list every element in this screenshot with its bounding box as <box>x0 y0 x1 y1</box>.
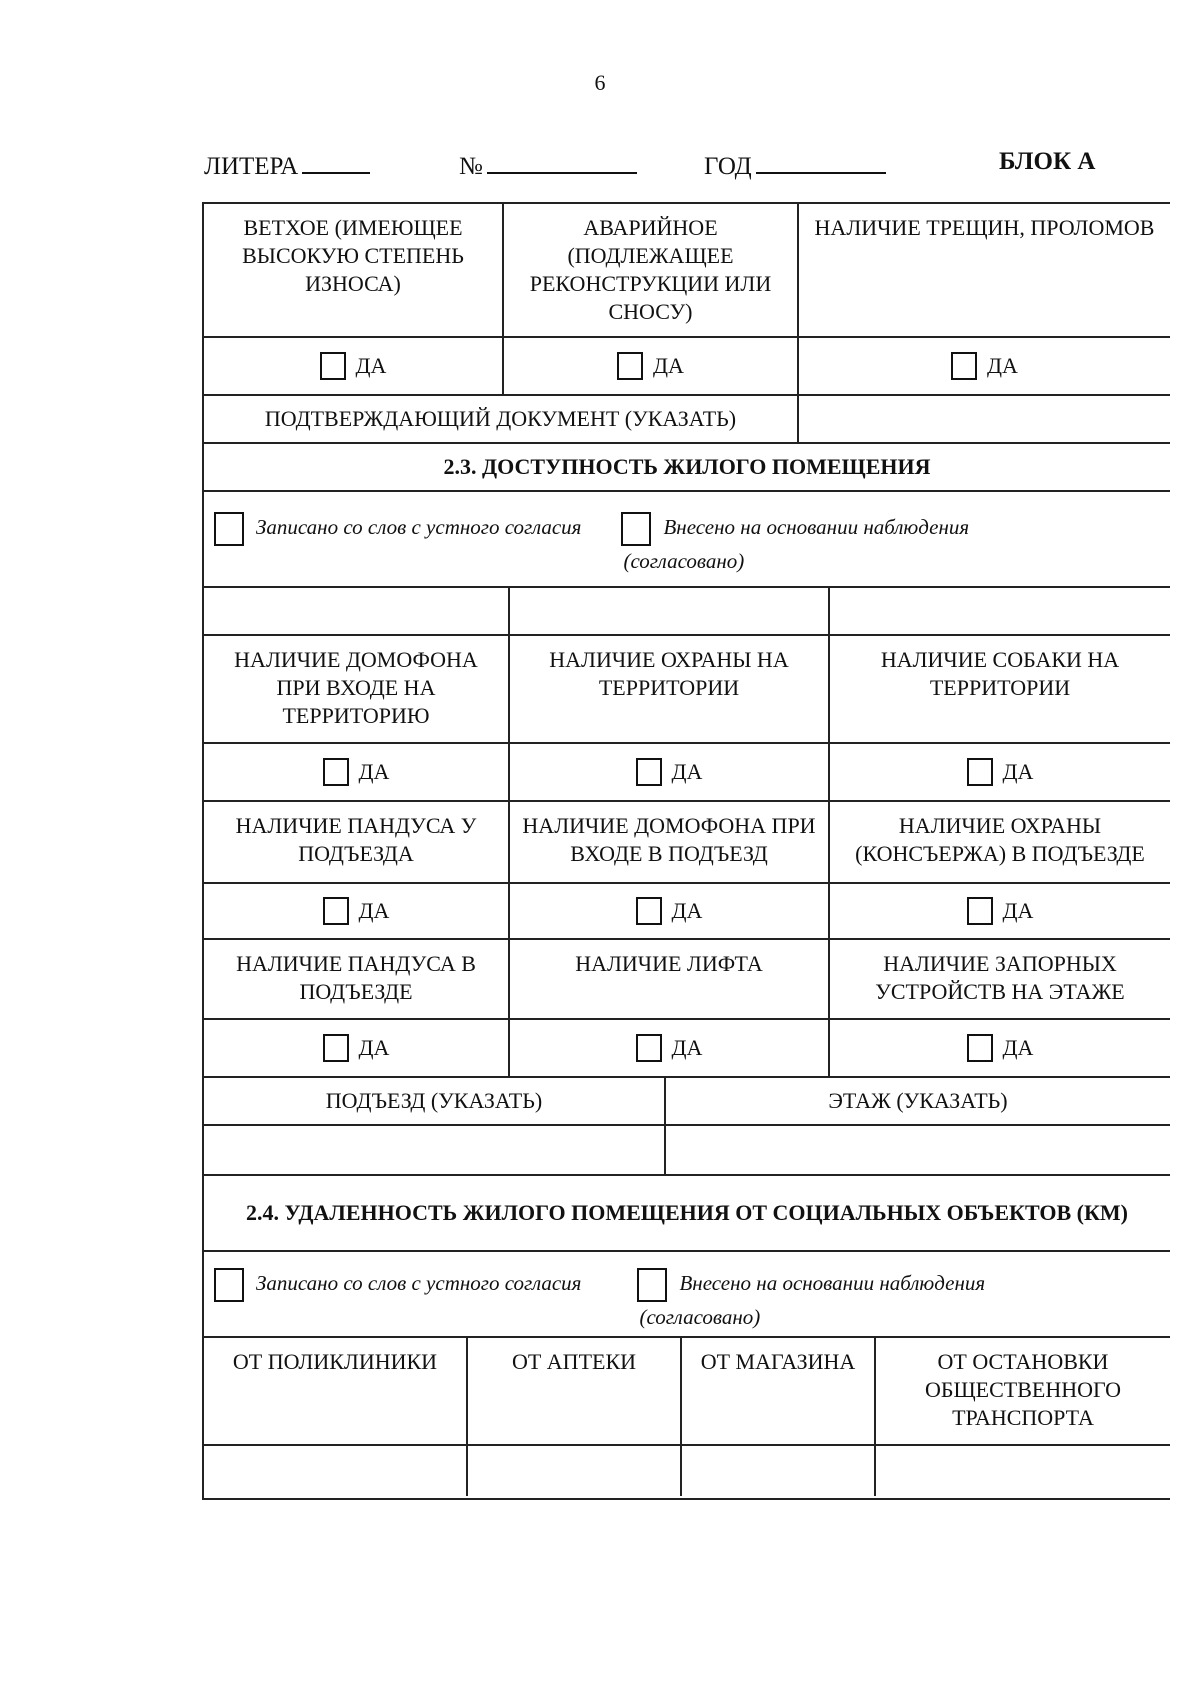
number-blank[interactable] <box>487 148 637 174</box>
yes-label: ДА <box>671 1035 703 1060</box>
section-2-4-options-row <box>204 1252 1170 1338</box>
section-2-3-options-row <box>204 492 1170 588</box>
litera-label: ЛИТЕРА <box>204 153 299 180</box>
ramp-inside-checkbox[interactable] <box>323 1034 349 1062</box>
elevator-checkbox[interactable] <box>636 1034 662 1062</box>
blank-cell[interactable] <box>204 588 510 634</box>
yes-label: ДА <box>1002 759 1034 784</box>
intercom-territory-checkbox[interactable] <box>323 758 349 786</box>
shop-header: ОТ МАГАЗИНА <box>682 1338 876 1444</box>
condition-header-row <box>204 204 1170 338</box>
transport-stop-input[interactable] <box>876 1446 1170 1496</box>
blank-cell[interactable] <box>510 588 830 634</box>
litera-blank[interactable] <box>302 148 370 174</box>
section-2-4-title-row <box>204 1176 1170 1252</box>
observation-label-2: Внесено на основании наблюдения <box>679 1271 986 1295</box>
shop-input[interactable] <box>682 1446 876 1496</box>
year-blank[interactable] <box>756 148 886 174</box>
dilapidated-checkbox[interactable] <box>320 352 346 380</box>
section-2-3-title: 2.3. ДОСТУПНОСТЬ ЖИЛОГО ПОМЕЩЕНИЯ <box>443 454 931 479</box>
observation-label: Внесено на основании наблюдения <box>663 515 970 539</box>
locking-devices-checkbox[interactable] <box>967 1034 993 1062</box>
security-territory-checkbox[interactable] <box>636 758 662 786</box>
polyclinic-header: ОТ ПОЛИКЛИНИКИ <box>204 1338 468 1444</box>
floor-yes-row <box>204 1020 1170 1078</box>
yes-label: ДА <box>671 759 703 784</box>
ramp-inside-header: НАЛИЧИЕ ПАНДУСА В ПОДЪЕЗДЕ <box>204 940 510 1018</box>
emergency-checkbox[interactable] <box>617 352 643 380</box>
territory-yes-row <box>204 744 1170 802</box>
intercom-territory-header: НАЛИЧИЕ ДОМОФОНА ПРИ ВХОДЕ НА ТЕРРИТОРИЮ <box>204 636 510 742</box>
year-label: ГОД <box>704 153 752 180</box>
condition-yes-row <box>204 338 1170 396</box>
survey-form <box>202 202 1170 1500</box>
elevator-header: НАЛИЧИЕ ЛИФТА <box>510 940 830 1018</box>
yes-label: ДА <box>1002 1035 1034 1060</box>
confirming-doc-label: ПОДТВЕРЖДАЮЩИЙ ДОКУМЕНТ (УКАЗАТЬ) <box>204 396 799 442</box>
dog-territory-checkbox[interactable] <box>967 758 993 786</box>
cracks-header: НАЛИЧИЕ ТРЕЩИН, ПРОЛОМОВ <box>814 215 1155 240</box>
entrance-floor-label-row <box>204 1078 1170 1126</box>
yes-label: ДА <box>653 353 684 378</box>
oral-consent-label: Записано со слов с устного согласия <box>256 515 582 539</box>
floor-header-row <box>204 940 1170 1020</box>
pharmacy-input[interactable] <box>468 1446 682 1496</box>
ramp-entrance-checkbox[interactable] <box>323 897 349 925</box>
year-field <box>704 148 886 181</box>
number-field <box>459 148 637 181</box>
oral-consent-label-2: Записано со слов с устного согласия <box>256 1271 582 1295</box>
litera-field <box>204 148 370 181</box>
confirming-doc-input[interactable] <box>799 396 1170 442</box>
confirming-doc-row <box>204 396 1170 444</box>
section-2-4-title: 2.4. УДАЛЕННОСТЬ ЖИЛОГО ПОМЕЩЕНИЯ ОТ СОЦИАЛЬНЫХ ОБЪЕКТОВ (КМ) <box>245 1200 1129 1225</box>
blank-row <box>204 588 1170 636</box>
block-label: БЛОК А <box>999 148 1096 175</box>
pharmacy-header: ОТ АПТЕКИ <box>468 1338 682 1444</box>
form-header <box>204 148 1124 188</box>
locking-devices-header: НАЛИЧИЕ ЗАПОРНЫХ УСТРОЙСТВ НА ЭТАЖЕ <box>875 951 1125 1004</box>
section-2-3-title-row <box>204 444 1170 492</box>
yes-label: ДА <box>987 353 1018 378</box>
yes-label: ДА <box>358 1035 390 1060</box>
page-number: 6 <box>594 70 606 95</box>
dog-territory-header: НАЛИЧИЕ СОБАКИ НА ТЕРРИТОРИИ <box>880 647 1120 700</box>
oral-consent-checkbox[interactable] <box>214 512 244 546</box>
observation-note: (согласовано) <box>623 549 745 573</box>
oral-consent-checkbox-2[interactable] <box>214 1268 244 1302</box>
observation-checkbox-2[interactable] <box>637 1268 667 1302</box>
dilapidated-header: ВЕТХОЕ (ИМЕЮЩЕЕ ВЫСОКУЮ СТЕПЕНЬ ИЗНОСА) <box>204 204 504 336</box>
emergency-header: АВАРИЙНОЕ (ПОДЛЕЖАЩЕЕ РЕКОНСТРУКЦИИ ИЛИ СНОСУ) <box>504 204 799 336</box>
entrance-header-row <box>204 802 1170 884</box>
observation-checkbox[interactable] <box>621 512 651 546</box>
intercom-entrance-header: НАЛИЧИЕ ДОМОФОНА ПРИ ВХОДЕ В ПОДЪЕЗД <box>510 802 830 882</box>
observation-note-2: (согласовано) <box>639 1305 761 1329</box>
territory-header-row <box>204 636 1170 744</box>
distance-input-row <box>204 1446 1170 1496</box>
entrance-label: ПОДЪЕЗД (УКАЗАТЬ) <box>204 1078 666 1124</box>
entrance-yes-row <box>204 884 1170 940</box>
transport-stop-header: ОТ ОСТАНОВКИ ОБЩЕСТВЕННОГО ТРАНСПОРТА <box>924 1349 1122 1430</box>
concierge-checkbox[interactable] <box>967 897 993 925</box>
yes-label: ДА <box>671 898 703 923</box>
ramp-entrance-header: НАЛИЧИЕ ПАНДУСА У ПОДЪЕЗДА <box>204 802 510 882</box>
floor-label: ЭТАЖ (УКАЗАТЬ) <box>828 1088 1008 1113</box>
distance-header-row <box>204 1338 1170 1446</box>
blank-cell[interactable] <box>830 588 1170 634</box>
yes-label: ДА <box>358 759 390 784</box>
security-territory-header: НАЛИЧИЕ ОХРАНЫ НА ТЕРРИТОРИИ <box>510 636 830 742</box>
intercom-entrance-checkbox[interactable] <box>636 897 662 925</box>
entrance-floor-input-row <box>204 1126 1170 1176</box>
concierge-header: НАЛИЧИЕ ОХРАНЫ (КОНСЪЕРЖА) В ПОДЪЕЗДЕ <box>855 813 1145 866</box>
entrance-input[interactable] <box>204 1126 666 1174</box>
number-label: № <box>459 153 483 180</box>
floor-input[interactable] <box>666 1126 1170 1174</box>
yes-label: ДА <box>358 898 390 923</box>
cracks-checkbox[interactable] <box>951 352 977 380</box>
yes-label: ДА <box>1002 898 1034 923</box>
polyclinic-input[interactable] <box>204 1446 468 1496</box>
yes-label: ДА <box>355 353 387 378</box>
